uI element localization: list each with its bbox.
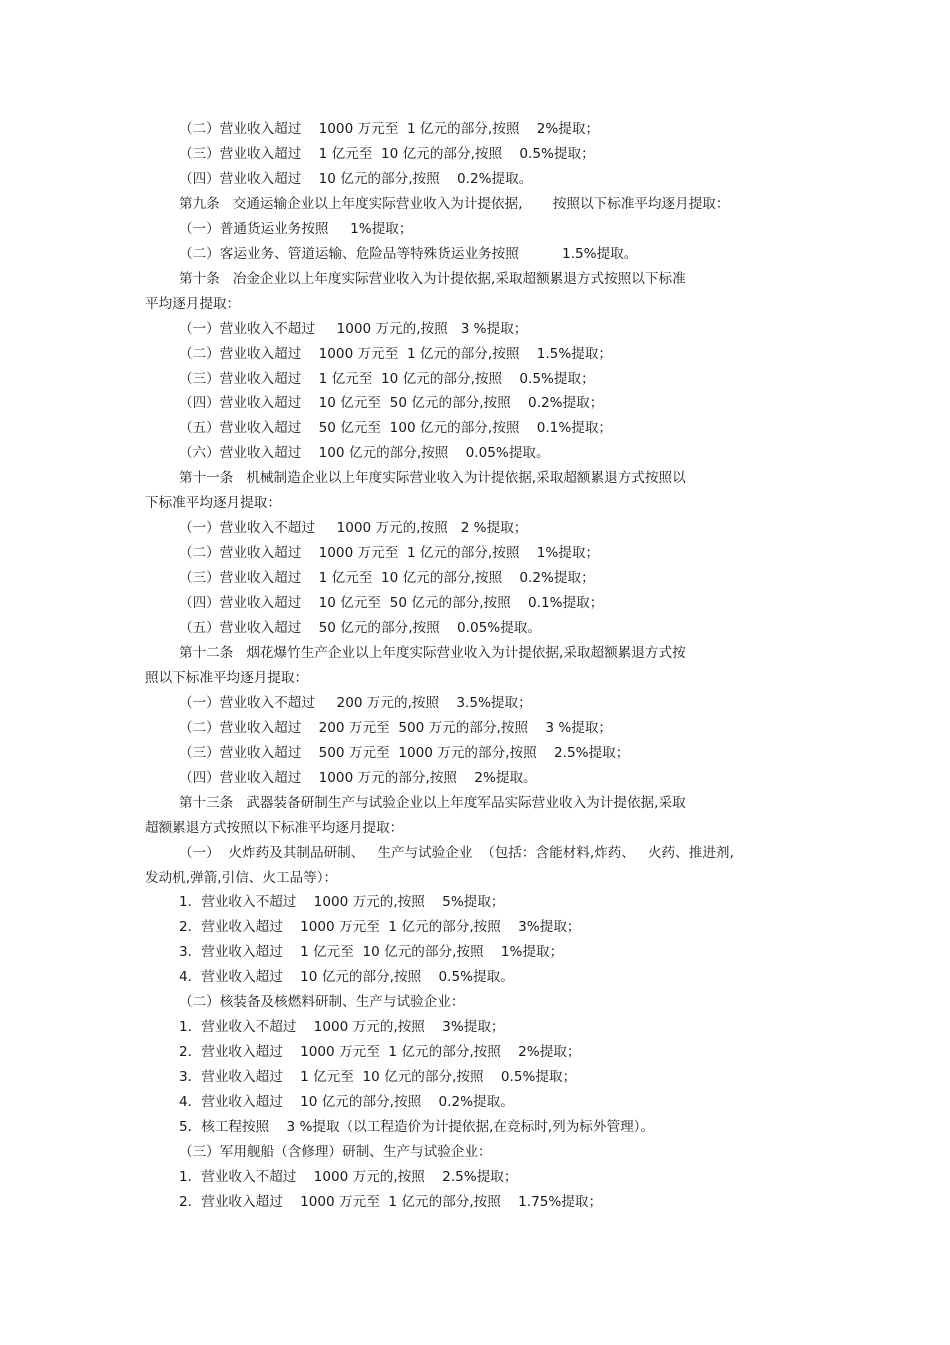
text-line: （二）营业收入超过 1000 万元至 1 亿元的部分,按照 2%提取； <box>179 121 600 137</box>
text-line: （六）营业收入超过 100 亿元的部分,按照 0.05%提取。 <box>179 445 550 462</box>
text-line: （三）营业收入超过 1 亿元至 10 亿元的部分,按照 0.2%提取； <box>179 570 595 587</box>
text-line: 第十二条 烟花爆竹生产企业以上年度实际营业收入为计提依据,采取超额累退方式按 <box>179 644 686 661</box>
text-line: （三）营业收入超过 1 亿元至 10 亿元的部分,按照 0.5%提取； <box>179 145 595 162</box>
text-line: 1．营业收入不超过 1000 万元的,按照 2.5%提取； <box>179 1168 518 1185</box>
text-line: （二）核装备及核燃料研制、生产与试验企业： <box>179 994 465 1011</box>
text-line: （一）营业收入不超过 1000 万元的,按照 3 %提取； <box>179 320 528 337</box>
text-line: （二）营业收入超过 1000 万元至 1 亿元的部分,按照 1%提取； <box>179 545 600 562</box>
text-line: 发动机,弹箭,引信、火工品等）： <box>145 869 338 886</box>
text-line: 下标准平均逐月提取： <box>145 495 281 512</box>
text-line: 第十三条 武器装备研制生产与试验企业以上年度军品实际营业收入为计提依据,采取 <box>179 794 686 811</box>
text-line: （一）营业收入不超过 200 万元的,按照 3.5%提取； <box>179 694 532 711</box>
text-line: 2．营业收入超过 1000 万元至 1 亿元的部分,按照 3%提取； <box>179 919 581 936</box>
text-line: 第十条 冶金企业以上年度实际营业收入为计提依据,采取超额累退方式按照以下标准 <box>179 270 686 287</box>
text-line: 3．营业收入超过 1 亿元至 10 亿元的部分,按照 0.5%提取； <box>179 1069 577 1086</box>
text-line: 3．营业收入超过 1 亿元至 10 亿元的部分,按照 1%提取； <box>179 944 564 961</box>
text-line: 第九条 交通运输企业以上年度实际营业收入为计提依据, 按照以下标准平均逐月提取： <box>179 195 730 212</box>
text-line: （二）营业收入超过 200 万元至 500 万元的部分,按照 3 %提取； <box>179 719 613 736</box>
text-line: （一） 火炸药及其制品研制、 生产与试验企业 （包括：含能材料,炸药、 火药、推进剂, <box>179 844 734 861</box>
text-line: （五）营业收入超过 50 亿元至 100 亿元的部分,按照 0.1%提取； <box>179 420 613 437</box>
text-line: （四）营业收入超过 10 亿元的部分,按照 0.2%提取。 <box>179 170 533 187</box>
text-line: （五）营业收入超过 50 亿元的部分,按照 0.05%提取。 <box>179 620 541 636</box>
text-line: 第十一条 机械制造企业以上年度实际营业收入为计提依据,采取超额累退方式按照以 <box>179 470 686 487</box>
text-line: 1．营业收入不超过 1000 万元的,按照 3%提取； <box>179 1019 505 1036</box>
text-line: （二）营业收入超过 1000 万元至 1 亿元的部分,按照 1.5%提取； <box>179 345 613 362</box>
text-line: （四）营业收入超过 10 亿元至 50 亿元的部分,按照 0.1%提取； <box>179 595 604 612</box>
text-line: （一）营业收入不超过 1000 万元的,按照 2 %提取； <box>179 520 528 537</box>
text-line: （四）营业收入超过 1000 万元的部分,按照 2%提取。 <box>179 769 537 786</box>
text-line: （四）营业收入超过 10 亿元至 50 亿元的部分,按照 0.2%提取； <box>179 395 604 412</box>
text-line: （三）军用舰船（含修理）研制、生产与试验企业： <box>179 1143 492 1160</box>
text-line: 超额累退方式按照以下标准平均逐月提取： <box>145 819 404 836</box>
text-line: （一）普通货运业务按照 1%提取； <box>179 220 413 237</box>
text-line: 平均逐月提取： <box>145 295 241 312</box>
text-line: （三）营业收入超过 500 万元至 1000 万元的部分,按照 2.5%提取； <box>179 744 630 761</box>
text-line: （二）客运业务、管道运输、危险品等特殊货运业务按照 1.5%提取。 <box>179 245 638 262</box>
text-line: 照以下标准平均逐月提取： <box>145 669 309 686</box>
text-line: 2．营业收入超过 1000 万元至 1 亿元的部分,按照 1.75%提取； <box>179 1193 603 1210</box>
text-line: 5．核工程按照 3 %提取（以工程造价为计提依据,在竞标时,列为标外管理）。 <box>179 1119 655 1135</box>
text-line: （三）营业收入超过 1 亿元至 10 亿元的部分,按照 0.5%提取； <box>179 370 595 387</box>
text-line: 4．营业收入超过 10 亿元的部分,按照 0.2%提取。 <box>179 1094 514 1111</box>
text-line: 4．营业收入超过 10 亿元的部分,按照 0.5%提取。 <box>179 969 514 986</box>
text-line: 2．营业收入超过 1000 万元至 1 亿元的部分,按照 2%提取； <box>179 1044 581 1061</box>
text-line: 1．营业收入不超过 1000 万元的,按照 5%提取； <box>179 894 505 911</box>
